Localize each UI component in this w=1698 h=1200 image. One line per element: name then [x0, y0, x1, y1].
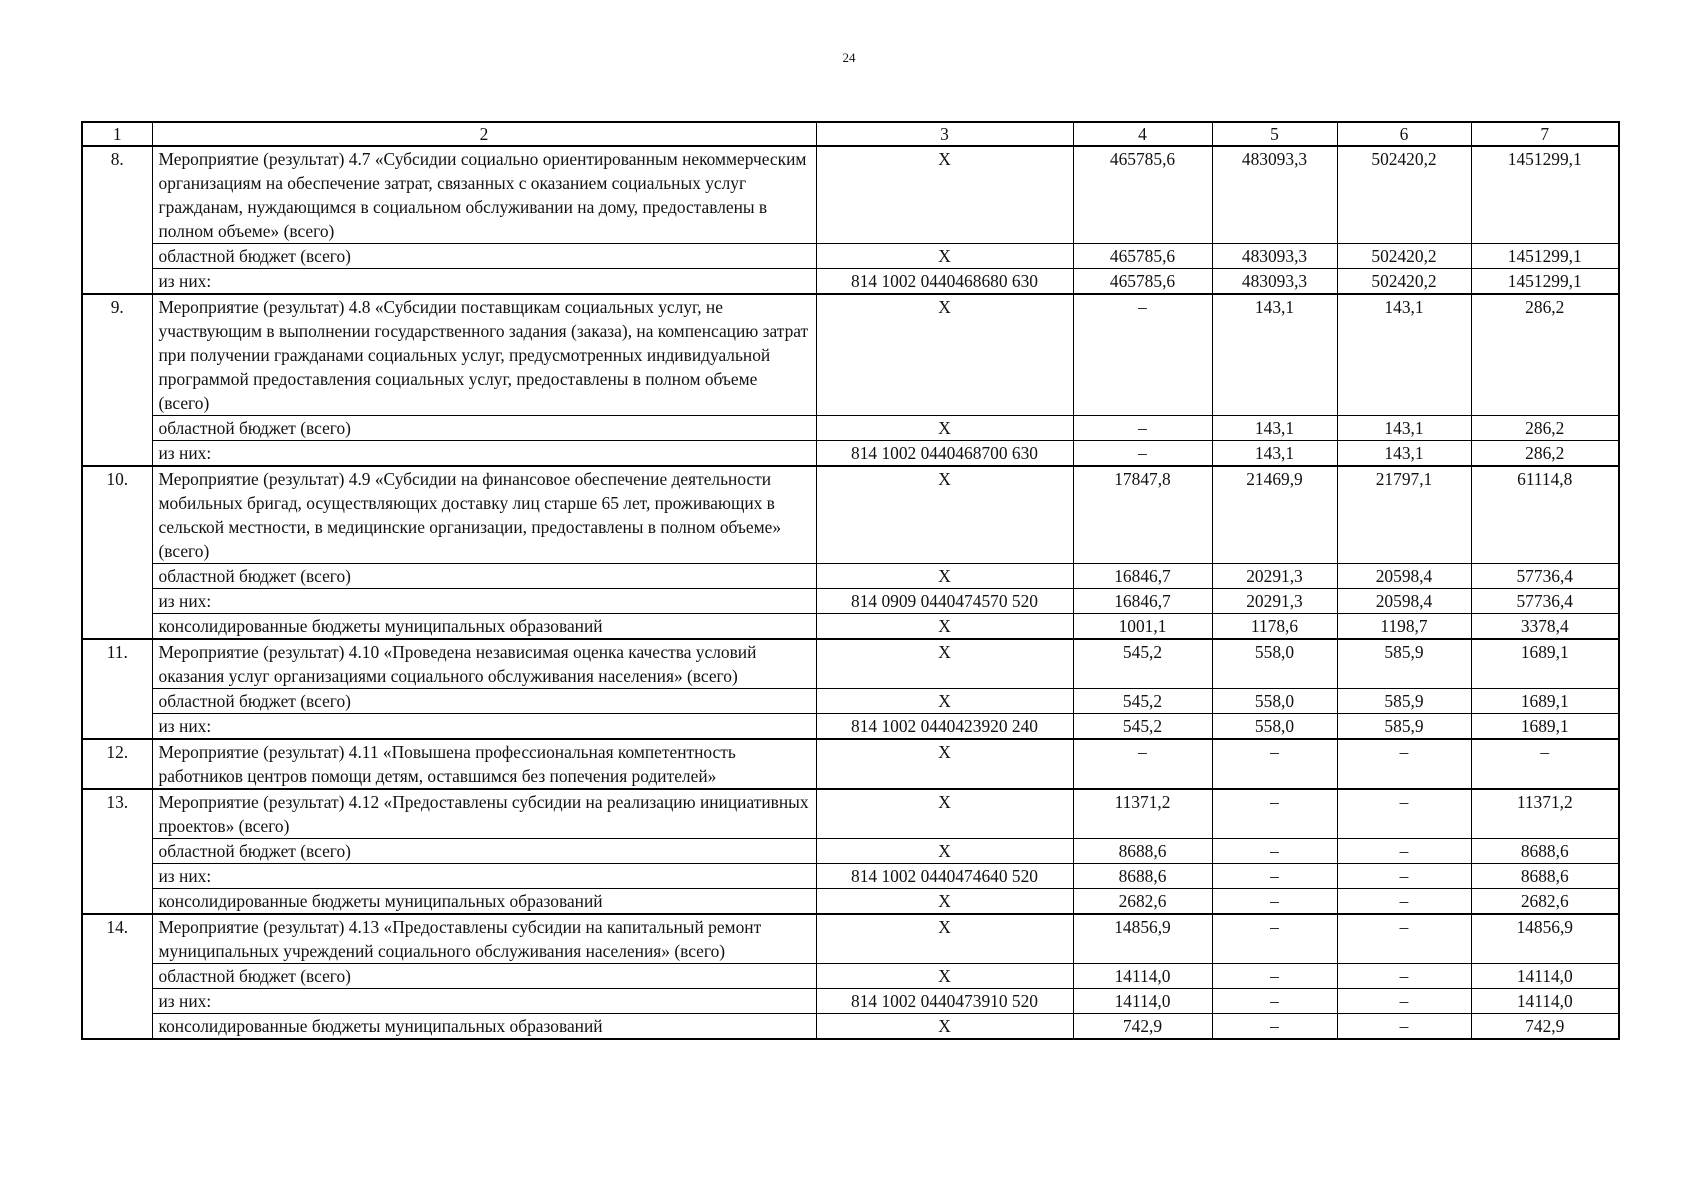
table-row-sub: [82, 964, 1619, 989]
value-col-7: 57736,4: [1471, 589, 1619, 614]
header-cell: 6: [1337, 122, 1471, 146]
value-col-5: 483093,3: [1212, 269, 1337, 295]
value-col-7: 286,2: [1471, 294, 1619, 416]
budget-code: Х: [816, 416, 1073, 441]
header-cell: 5: [1212, 122, 1337, 146]
table-row-sub: [82, 864, 1619, 889]
row-number: 14.: [82, 914, 152, 1039]
value-col-4: 545,2: [1073, 639, 1212, 689]
item-name: областной бюджет (всего): [152, 416, 816, 441]
table-row-sub: [82, 269, 1619, 295]
value-col-5: –: [1212, 1014, 1337, 1040]
item-name: Мероприятие (результат) 4.7 «Субсидии социально ориентированным некоммерческим организациям на обеспечение затрат, связанных с оказанием социальных услуг гражданам, нуждающимся в социальном обслуживании на дому, предоставлены в полном объеме» (всего): [152, 146, 816, 244]
row-number: 12.: [82, 739, 152, 789]
item-name: областной бюджет (всего): [152, 244, 816, 269]
item-name: Мероприятие (результат) 4.12 «Предоставлены субсидии на реализацию инициативных проектов» (всего): [152, 789, 816, 839]
item-name: консолидированные бюджеты муниципальных образований: [152, 1014, 816, 1040]
value-col-6: 502420,2: [1337, 244, 1471, 269]
table-row-main: [82, 914, 1619, 964]
header-cell: 3: [816, 122, 1073, 146]
value-col-6: –: [1337, 864, 1471, 889]
value-col-6: –: [1337, 739, 1471, 789]
table-row-main: [82, 639, 1619, 689]
value-col-4: 11371,2: [1073, 789, 1212, 839]
value-col-7: 1689,1: [1471, 689, 1619, 714]
value-col-5: –: [1212, 964, 1337, 989]
item-name: консолидированные бюджеты муниципальных образований: [152, 889, 816, 915]
value-col-5: 143,1: [1212, 294, 1337, 416]
value-col-5: 143,1: [1212, 441, 1337, 467]
budget-table: [81, 121, 1620, 1040]
value-col-6: 1198,7: [1337, 614, 1471, 640]
value-col-5: 1178,6: [1212, 614, 1337, 640]
value-col-7: 61114,8: [1471, 466, 1619, 564]
budget-code: 814 1002 0440423920 240: [816, 714, 1073, 740]
header-row: [82, 122, 1619, 146]
item-name: Мероприятие (результат) 4.11 «Повышена профессиональная компетентность работников центров помощи детям, оставшимся без попечения родителей»: [152, 739, 816, 789]
header-cell: 2: [152, 122, 816, 146]
value-col-5: –: [1212, 839, 1337, 864]
budget-code: 814 1002 0440473910 520: [816, 989, 1073, 1014]
item-name: областной бюджет (всего): [152, 964, 816, 989]
item-name: из них:: [152, 989, 816, 1014]
value-col-7: 1689,1: [1471, 639, 1619, 689]
budget-code: Х: [816, 466, 1073, 564]
value-col-7: 742,9: [1471, 1014, 1619, 1040]
value-col-6: –: [1337, 889, 1471, 915]
value-col-5: 21469,9: [1212, 466, 1337, 564]
value-col-4: 742,9: [1073, 1014, 1212, 1040]
value-col-5: –: [1212, 889, 1337, 915]
budget-code: Х: [816, 564, 1073, 589]
item-name: Мероприятие (результат) 4.9 «Субсидии на финансовое обеспечение деятельности мобильных бригад, осуществляющих доставку лиц старше 65 лет, проживающих в сельской местности, в медицинские организации, предоставлены в полном объеме» (всего): [152, 466, 816, 564]
table-row-sub: [82, 614, 1619, 640]
value-col-7: 286,2: [1471, 441, 1619, 467]
value-col-4: 14114,0: [1073, 964, 1212, 989]
value-col-7: 3378,4: [1471, 614, 1619, 640]
value-col-5: 143,1: [1212, 416, 1337, 441]
value-col-5: –: [1212, 914, 1337, 964]
value-col-6: –: [1337, 914, 1471, 964]
value-col-6: 585,9: [1337, 714, 1471, 740]
value-col-7: 1451299,1: [1471, 269, 1619, 295]
value-col-5: –: [1212, 864, 1337, 889]
table-row-sub: [82, 839, 1619, 864]
value-col-4: 14114,0: [1073, 989, 1212, 1014]
budget-code: 814 1002 0440468700 630: [816, 441, 1073, 467]
value-col-6: 502420,2: [1337, 269, 1471, 295]
value-col-6: 20598,4: [1337, 589, 1471, 614]
value-col-6: –: [1337, 789, 1471, 839]
value-col-4: 17847,8: [1073, 466, 1212, 564]
budget-code: Х: [816, 914, 1073, 964]
value-col-4: –: [1073, 441, 1212, 467]
table-body: [82, 122, 1619, 1039]
row-number: 11.: [82, 639, 152, 739]
value-col-5: 558,0: [1212, 639, 1337, 689]
value-col-4: 16846,7: [1073, 564, 1212, 589]
value-col-6: 20598,4: [1337, 564, 1471, 589]
table-row-sub: [82, 889, 1619, 915]
table-row-sub: [82, 689, 1619, 714]
item-name: областной бюджет (всего): [152, 564, 816, 589]
budget-code: Х: [816, 889, 1073, 915]
value-col-6: –: [1337, 1014, 1471, 1040]
value-col-4: 545,2: [1073, 714, 1212, 740]
table-row-sub: [82, 564, 1619, 589]
budget-code: Х: [816, 614, 1073, 640]
value-col-4: –: [1073, 416, 1212, 441]
value-col-7: 57736,4: [1471, 564, 1619, 589]
value-col-6: 143,1: [1337, 294, 1471, 416]
value-col-5: 20291,3: [1212, 564, 1337, 589]
value-col-6: –: [1337, 989, 1471, 1014]
item-name: областной бюджет (всего): [152, 839, 816, 864]
value-col-6: 143,1: [1337, 441, 1471, 467]
value-col-6: 21797,1: [1337, 466, 1471, 564]
table-row-main: [82, 739, 1619, 789]
value-col-7: 14114,0: [1471, 989, 1619, 1014]
value-col-7: 8688,6: [1471, 839, 1619, 864]
value-col-4: –: [1073, 739, 1212, 789]
table-row-sub: [82, 244, 1619, 269]
value-col-6: 585,9: [1337, 639, 1471, 689]
value-col-4: 2682,6: [1073, 889, 1212, 915]
value-col-5: 483093,3: [1212, 146, 1337, 244]
budget-code: 814 1002 0440474640 520: [816, 864, 1073, 889]
value-col-4: 8688,6: [1073, 864, 1212, 889]
value-col-5: –: [1212, 789, 1337, 839]
value-col-7: 1451299,1: [1471, 244, 1619, 269]
item-name: из них:: [152, 864, 816, 889]
value-col-5: –: [1212, 989, 1337, 1014]
value-col-7: 8688,6: [1471, 864, 1619, 889]
table-row-sub: [82, 1014, 1619, 1040]
header-cell: 4: [1073, 122, 1212, 146]
budget-code: Х: [816, 639, 1073, 689]
table-row-sub: [82, 416, 1619, 441]
row-number: 13.: [82, 789, 152, 914]
value-col-7: 14856,9: [1471, 914, 1619, 964]
budget-code: Х: [816, 244, 1073, 269]
value-col-4: 14856,9: [1073, 914, 1212, 964]
budget-code: Х: [816, 294, 1073, 416]
item-name: областной бюджет (всего): [152, 689, 816, 714]
header-cell: 1: [82, 122, 152, 146]
budget-code: Х: [816, 964, 1073, 989]
item-name: из них:: [152, 589, 816, 614]
value-col-7: 1689,1: [1471, 714, 1619, 740]
value-col-7: 14114,0: [1471, 964, 1619, 989]
table-row-sub: [82, 714, 1619, 740]
budget-code: Х: [816, 739, 1073, 789]
budget-code: Х: [816, 1014, 1073, 1040]
table-row-sub: [82, 589, 1619, 614]
value-col-4: 545,2: [1073, 689, 1212, 714]
value-col-7: –: [1471, 739, 1619, 789]
value-col-4: 465785,6: [1073, 146, 1212, 244]
value-col-7: 1451299,1: [1471, 146, 1619, 244]
value-col-7: 286,2: [1471, 416, 1619, 441]
table-row-sub: [82, 441, 1619, 467]
value-col-6: 585,9: [1337, 689, 1471, 714]
item-name: из них:: [152, 269, 816, 295]
value-col-4: 1001,1: [1073, 614, 1212, 640]
row-number: 10.: [82, 466, 152, 639]
budget-code: Х: [816, 839, 1073, 864]
value-col-5: –: [1212, 739, 1337, 789]
value-col-7: 2682,6: [1471, 889, 1619, 915]
item-name: из них:: [152, 714, 816, 740]
row-number: 9.: [82, 294, 152, 466]
value-col-6: –: [1337, 839, 1471, 864]
value-col-4: –: [1073, 294, 1212, 416]
item-name: Мероприятие (результат) 4.10 «Проведена независимая оценка качества условий оказания услуг организациями социального обслуживания населения» (всего): [152, 639, 816, 689]
budget-code: Х: [816, 146, 1073, 244]
page-number: 24: [842, 50, 856, 65]
value-col-4: 8688,6: [1073, 839, 1212, 864]
table-row-main: [82, 294, 1619, 416]
value-col-7: 11371,2: [1471, 789, 1619, 839]
item-name: Мероприятие (результат) 4.13 «Предоставлены субсидии на капитальный ремонт муниципальных учреждений социального обслуживания населения» (всего): [152, 914, 816, 964]
value-col-4: 16846,7: [1073, 589, 1212, 614]
budget-code: 814 1002 0440468680 630: [816, 269, 1073, 295]
value-col-5: 558,0: [1212, 689, 1337, 714]
table-row-sub: [82, 989, 1619, 1014]
row-number: 8.: [82, 146, 152, 294]
budget-code: Х: [816, 689, 1073, 714]
value-col-4: 465785,6: [1073, 244, 1212, 269]
value-col-5: 558,0: [1212, 714, 1337, 740]
table-row-main: [82, 466, 1619, 564]
budget-code: 814 0909 0440474570 520: [816, 589, 1073, 614]
item-name: из них:: [152, 441, 816, 467]
value-col-6: 143,1: [1337, 416, 1471, 441]
value-col-5: 483093,3: [1212, 244, 1337, 269]
item-name: Мероприятие (результат) 4.8 «Субсидии поставщикам социальных услуг, не участвующим в выполнении государственного задания (заказа), на компенсацию затрат при получении гражданами социальных услуг, предусмотренных индивидуальной программой предоставления социальных услуг, предоставлены в полном объеме (всего): [152, 294, 816, 416]
value-col-4: 465785,6: [1073, 269, 1212, 295]
table-row-main: [82, 146, 1619, 244]
header-cell: 7: [1471, 122, 1619, 146]
budget-code: Х: [816, 789, 1073, 839]
value-col-5: 20291,3: [1212, 589, 1337, 614]
value-col-6: –: [1337, 964, 1471, 989]
item-name: консолидированные бюджеты муниципальных образований: [152, 614, 816, 640]
table-row-main: [82, 789, 1619, 839]
value-col-6: 502420,2: [1337, 146, 1471, 244]
